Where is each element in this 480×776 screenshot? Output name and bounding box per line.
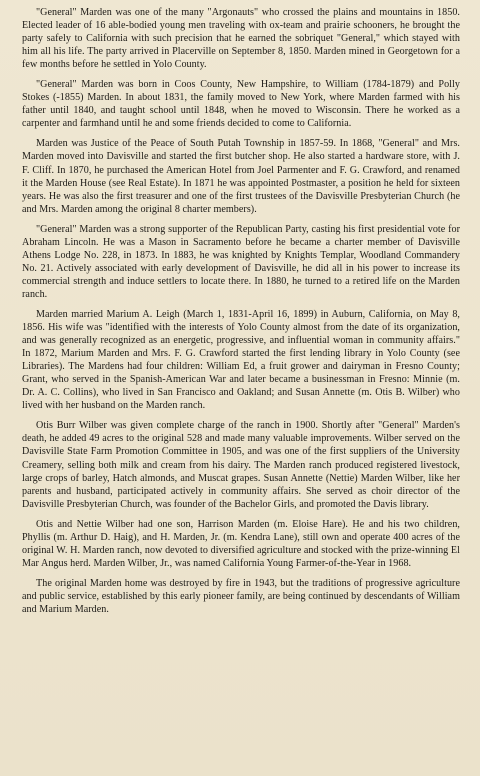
paragraph-legacy: The original Marden home was destroyed by fire in 1943, but the traditions of progressive agriculture and public service, established by this early pioneer family, are being continued by descendants of William and Marium Marden.	[22, 577, 460, 615]
paragraph-argonauts: "General" Marden was one of the many "Argonauts" who crossed the plains and mountains in 1850. Elected leader of 16 able-bodied young men traveling with ox-team and prairie schooners, he brought the party safely to California with such precision that he earned the sobriquet "General," which stayed with him all his life. The party arrived in Placerville on September 8, 1850. Marden mined in Georgetown for a few months before he settled in Yolo County.	[22, 7, 460, 71]
paragraph-davisville: Marden was Justice of the Peace of South Putah Township in 1857-59. In 1868, "General" and Mrs. Marden moved into Davisville and started the first butcher shop. He also started a hardware store, with J. F. Cliff. In 1870, he purchased the American Hotel from Joel Parmenter and F. G. Crawford, and renamed it the Marden House (see Real Estate). In 1871 he was appointed Postmaster, a position he held for sixteen years. He was also the first treasurer and one of the first trustees of the Davisville Presbyterian Church (he and Mrs. Marden among the original 8 charter members).	[22, 138, 460, 215]
paragraph-wilber-family: Otis and Nettie Wilber had one son, Harrison Marden (m. Eloise Hare). He and his two children, Phyllis (m. Arthur D. Haig), and H. Marden, Jr. (m. Kendra Lane), still own and operate 400 acres of the original W. H. Marden ranch, now devoted to diversified agriculture and stocked with the prize-winning El Mar Angus herd. Marden Wilber, Jr., was named California Young Farmer-of-the-Year in 1968.	[22, 518, 460, 569]
paragraph-birth: "General" Marden was born in Coos County, New Hampshire, to William (1784-1879) and Polly Stokes (-1855) Marden. In about 1831, the family moved to New York, where Marden farmed with his father until 1840, and taught school until 1848, when he moved to Wisconsin. There he worked as a carpenter and farmhand until he and some friends decided to come to California.	[22, 79, 460, 130]
paragraph-otis-wilber: Otis Burr Wilber was given complete charge of the ranch in 1900. Shortly after "General" Marden's death, he added 49 acres to the original 528 and made many valuable improvements. Wilber served on the Davisville State Farm Promotion Committee in 1905, and was one of the first suppliers of the University Creamery, selling both milk and cream from his dairy. The Marden ranch produced registered livestock, large crops of barley, Hatch almonds, and Muscat grapes. Susan Annette (Nettie) Marden Wilber, like her parents and husband, participated actively in community affairs. She served as choir director of the Davisville Presbyterian Church, was founder of the Bachelor Girls, and promoted the Davis library.	[22, 420, 460, 510]
paragraph-republican: "General" Marden was a strong supporter of the Republican Party, casting his first presidential vote for Abraham Lincoln. He was a Mason in Sacramento before he became a charter member of Davisville Athens Lodge No. 228, in 1873. In 1883, he was knighted by Knights Templar, Woodland Commandery No. 21. Actively associated with early development of Davisville, he did all in his power to increase its commercial strength and induce settlers to locate there. In 1880, he turned to a retired life on the Marden ranch.	[22, 223, 460, 300]
paragraph-marriage: Marden married Marium A. Leigh (March 1, 1831-April 16, 1899) in Auburn, California, on May 8, 1856. His wife was "identified with the interests of Yolo County almost from the date of its organization, and was generally recognized as an energetic, progressive, and influential woman in community affairs." In 1872, Marium Marden and Mrs. F. G. Crawford started the first lending library in Yolo County (see Libraries). The Mardens had four children: William Ed, a fruit grower and dairyman in Fresno County; Grant, who served in the Spanish-American War and later became a businessman in Fresno: Minnie (m. Dr. A. C. Collins), who lived in San Francisco and Oakland; and Susan Annette (m. Otis B. Wilber) who lived with her husband on the Marden ranch.	[22, 308, 460, 412]
